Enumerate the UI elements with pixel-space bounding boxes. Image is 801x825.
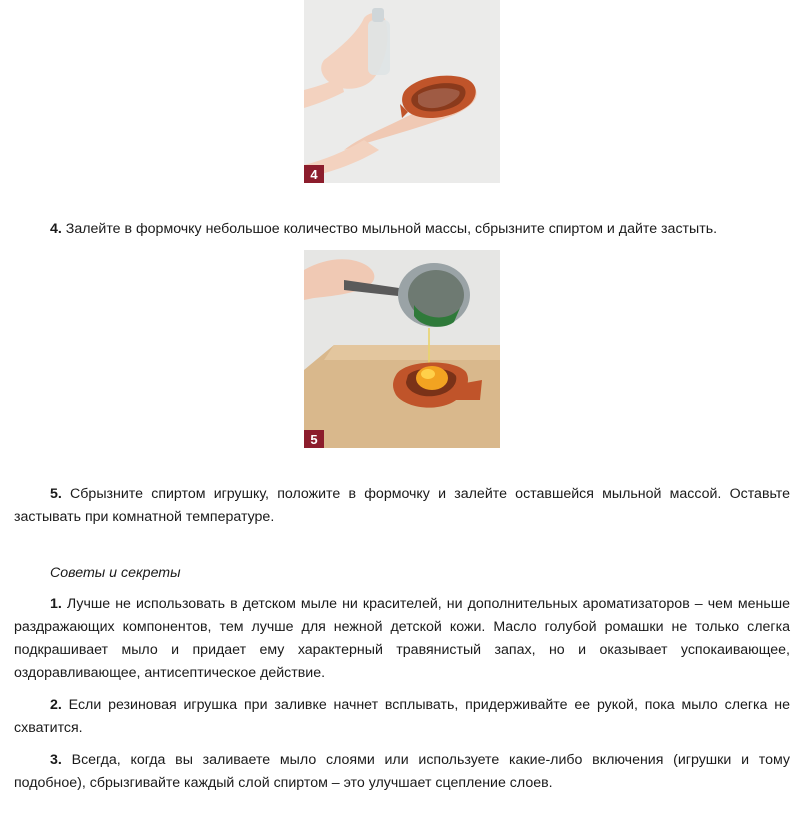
step-4-caption [50, 218, 717, 241]
step-5-paragraph [14, 483, 790, 529]
tip-3-number: 3. [50, 752, 62, 768]
step-5-number: 5. [50, 486, 62, 502]
step-4-number: 4. [50, 221, 62, 237]
photo-step-5 [304, 250, 500, 448]
tip-2-number: 2. [50, 697, 62, 713]
tip-1-number: 1. [50, 596, 62, 612]
photo-step-5-badge: 5 [304, 430, 324, 448]
tip-3-text: Всегда, когда вы заливаете мыло слоями или используете какие-либо включения (игрушки и тому подобное), сбрызгивайте каждый слой спиртом – это улучшает сцепление слоев. [14, 752, 790, 791]
tips-heading: Советы и секреты [50, 565, 181, 581]
tip-3-paragraph [14, 749, 790, 795]
photo-step-4-badge: 4 [304, 165, 324, 183]
tip-2-text: Если резиновая игрушка при заливке начнет всплывать, придерживайте ее рукой, пока мыло слегка не схватится. [14, 697, 790, 736]
tip-2-paragraph [14, 694, 790, 740]
tip-1-paragraph [14, 593, 790, 685]
step-5-text: Сбрызните спиртом игрушку, положите в формочку и залейте оставшейся мыльной массой. Оставьте застывать при комнатной температуре. [14, 486, 790, 525]
step-4-text: Залейте в формочку небольшое количество мыльной массы, сбрызните спиртом и дайте застыть. [61, 221, 718, 237]
photo-step-4 [304, 0, 500, 183]
photo-step-4-illustration [304, 0, 500, 183]
photo-step-5-illustration [304, 250, 500, 448]
tip-1-text: Лучше не использовать в детском мыле ни красителей, ни дополнительных ароматизаторов – чем меньше раздражающих компонентов, тем лучше для нежной детской кожи. Масло голубой ромашки не только слегка подкрашивает мыло и придает ему характерный травянистый запах, но и оказывает успокаивающее, оздоравливающее, антисептическое действие. [14, 596, 790, 681]
